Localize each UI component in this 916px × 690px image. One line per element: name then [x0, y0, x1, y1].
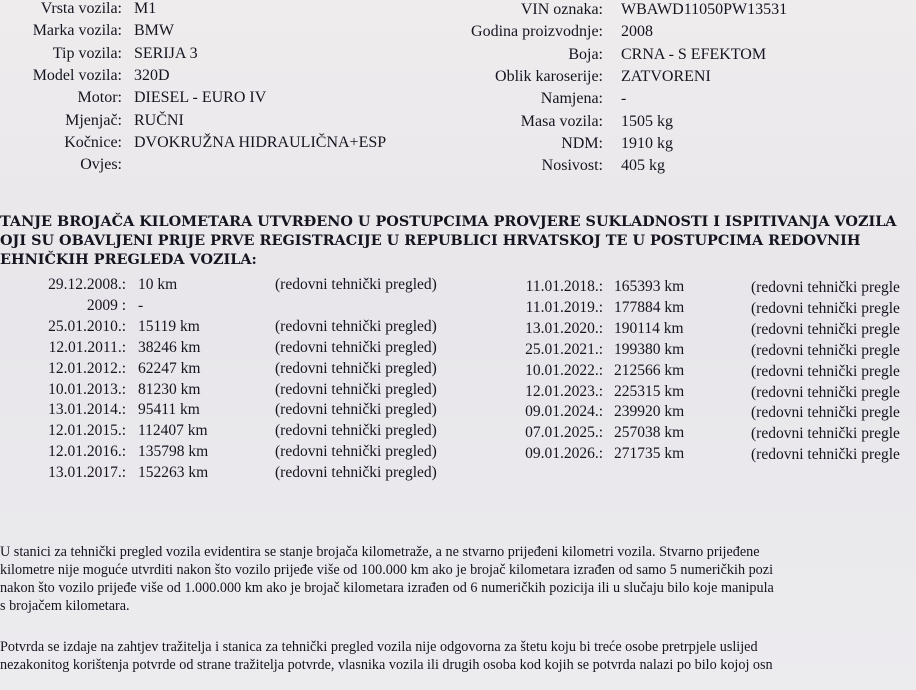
reading-km: - [138, 296, 144, 314]
reading-date: 09.01.2024.: [525, 403, 603, 421]
reading-type: (redovni tehnički pregle [751, 279, 900, 296]
reading-km: 38246 km [138, 338, 201, 356]
reading-km: 15119 km [138, 317, 200, 335]
vehicle-field-value: ZATVORENI [621, 67, 711, 85]
reading-km: 165393 km [614, 278, 685, 295]
reading-type: (redovni tehnički pregle [751, 404, 900, 422]
vehicle-field-value: 2008 [621, 23, 653, 41]
reading-type: (redovni tehnički pregled) [275, 464, 437, 482]
reading-date: 12.01.2011.: [48, 338, 126, 356]
reading-date: 12.01.2015.: [48, 422, 126, 440]
reading-type: (redovni tehnički pregled) [275, 380, 437, 398]
reading-date: 12.01.2012.: [48, 359, 126, 377]
vehicle-field-label: Kočnice: [64, 133, 122, 151]
vehicle-field-value: 1505 kg [621, 112, 673, 130]
reading-km: 152263 km [138, 464, 209, 482]
reading-km: 81230 km [138, 380, 201, 398]
vehicle-field-label: Motor: [77, 89, 122, 107]
odometer-section-heading [0, 212, 916, 269]
vehicle-field-label: Masa vozila: [520, 112, 603, 130]
reading-type: (redovni tehnički pregle [751, 320, 900, 338]
vehicle-field-label: VIN oznaka: [520, 1, 603, 18]
reading-type: (redovni tehnički pregle [751, 383, 900, 401]
reading-date: 25.01.2010.: [48, 317, 126, 335]
reading-km: 112407 km [138, 422, 208, 440]
reading-date: 13.01.2017.: [48, 464, 126, 482]
reading-type: (redovni tehnički pregle [751, 446, 900, 464]
reading-km: 135798 km [138, 443, 209, 461]
vehicle-field-label: Model vozila: [32, 66, 122, 84]
heading-line: OJI SU OBAVLJENI PRIJE PRVE REGISTRACIJE U REPUBLICI HRVATSKOJ TE U POSTUPCIMA REDOVNIH [0, 232, 861, 249]
vehicle-field-label: NDM: [561, 134, 603, 152]
vehicle-field-value: 320D [134, 66, 170, 84]
reading-km: 225315 km [614, 382, 685, 400]
vehicle-field-value: DVOKRUŽNA HIDRAULIČNA+ESP [134, 133, 387, 151]
disclaimer-line: Potvrda se izdaje na zahtjev tražitelja i stanica za tehnički pregled vozila nije odgovorna za štetu koju bi treće osobe pretrpjele uslijed [0, 639, 758, 655]
reading-km: 95411 km [138, 401, 200, 419]
disclaimer-paragraph-1 [0, 543, 916, 615]
vehicle-field-value: CRNA - S EFEKTOM [621, 45, 767, 63]
vehicle-field-value: 1910 kg [621, 134, 673, 152]
reading-km: 190114 km [614, 319, 684, 337]
reading-date: 13.01.2020.: [525, 319, 603, 337]
reading-type: (redovni tehnički pregled) [275, 422, 437, 440]
reading-date: 25.01.2021.: [525, 340, 603, 358]
reading-type: (redovni tehnički pregled) [275, 338, 437, 356]
reading-date: 2009 : [86, 296, 126, 314]
disclaimer-paragraph-2 [0, 638, 916, 674]
disclaimer-line: s brojačem kilometara. [0, 598, 130, 614]
reading-km: 257038 km [614, 424, 685, 442]
reading-km: 177884 km [614, 298, 685, 316]
heading-line: EHNIČKIH PREGLEDA VOZILA: [0, 251, 257, 268]
reading-type: (redovni tehnički pregle [751, 425, 900, 443]
disclaimer-line: U stanici za tehnički pregled vozila evidentira se stanje brojača kilometraže, a ne stvarno prijeđeni kilometri vozila. Stvarno prijeđene [0, 544, 760, 560]
reading-type: (redovni tehnički pregled) [275, 401, 437, 419]
reading-type: (redovni tehnički pregle [751, 362, 900, 380]
vehicle-field-value: DIESEL - EURO IV [134, 89, 267, 107]
vehicle-field-label: Marka vozila: [32, 22, 122, 40]
disclaimer-line: kilometre nije moguće utvrditi nakon što vozilo prijeđe više od 100.000 km ako je brojač kilometara izrađen od samo 5 numeričkih pozi [0, 562, 774, 578]
reading-km: 62247 km [138, 359, 201, 377]
vehicle-field-value: RUČNI [134, 111, 184, 129]
vehicle-field-label: Ovjes: [80, 156, 122, 174]
vehicle-field-label: Vrsta vozila: [40, 0, 122, 17]
vehicle-field-value: - [621, 90, 627, 108]
reading-date: 29.12.2008.: [48, 276, 126, 293]
vehicle-field-value: M1 [134, 0, 157, 17]
vehicle-field-value: SERIJA 3 [134, 44, 198, 62]
vehicle-field-value: WBAWD11050PW13531 [621, 1, 788, 18]
reading-date: 09.01.2026.: [525, 445, 603, 463]
reading-type: (redovni tehnički pregled) [275, 443, 437, 461]
reading-km: 239920 km [614, 403, 685, 421]
reading-type: (redovni tehnički pregled) [275, 359, 437, 377]
vehicle-field-label: Godina proizvodnje: [471, 23, 603, 41]
vehicle-field-value: BMW [134, 22, 174, 40]
reading-date: 10.01.2022.: [525, 361, 603, 379]
vehicle-field-label: Namjena: [540, 90, 603, 108]
heading-line: TANJE BROJAČA KILOMETARA UTVRĐENO U POSTUPCIMA PROVJERE SUKLADNOSTI I ISPITIVANJA VOZILA [0, 213, 897, 230]
vehicle-field-label: Mjenjač: [65, 111, 122, 129]
reading-km: 10 km [138, 276, 178, 293]
reading-date: 07.01.2025.: [525, 424, 603, 442]
reading-type: (redovni tehnički pregled) [275, 276, 437, 293]
reading-type: (redovni tehnički pregled) [275, 317, 437, 335]
reading-km: 212566 km [614, 361, 685, 379]
reading-date: 11.01.2018.: [525, 278, 603, 295]
reading-km: 199380 km [614, 340, 685, 358]
disclaimer-line: nakon što vozilo prijeđe više od 1.000.000 km ako je brojač kilometara izrađen od 6 numeričkih pozicija ili u slučaju bilo koje manipula [0, 580, 774, 596]
reading-km: 271735 km [614, 445, 685, 463]
disclaimer-line: nezakonitog korištenja potvrde od strane tražitelja potvrde, vlasnika vozila ili drugih osoba kod kojih se potvrda nalazi po bilo kojoj osn [0, 657, 773, 673]
vehicle-field-label: Tip vozila: [52, 44, 122, 62]
vehicle-field-value: 405 kg [621, 157, 665, 175]
reading-date: 12.01.2016.: [48, 443, 126, 461]
reading-date: 13.01.2014.: [48, 401, 126, 419]
reading-date: 11.01.2019.: [525, 298, 603, 316]
reading-type: (redovni tehnički pregle [751, 341, 900, 359]
vehicle-field-label: Oblik karoserije: [495, 67, 603, 85]
vehicle-field-label: Boja: [568, 45, 603, 63]
reading-date: 10.01.2013.: [48, 380, 126, 398]
reading-type: (redovni tehnički pregle [751, 299, 900, 317]
vehicle-field-label: Nosivost: [541, 157, 603, 175]
reading-date: 12.01.2023.: [525, 382, 603, 400]
